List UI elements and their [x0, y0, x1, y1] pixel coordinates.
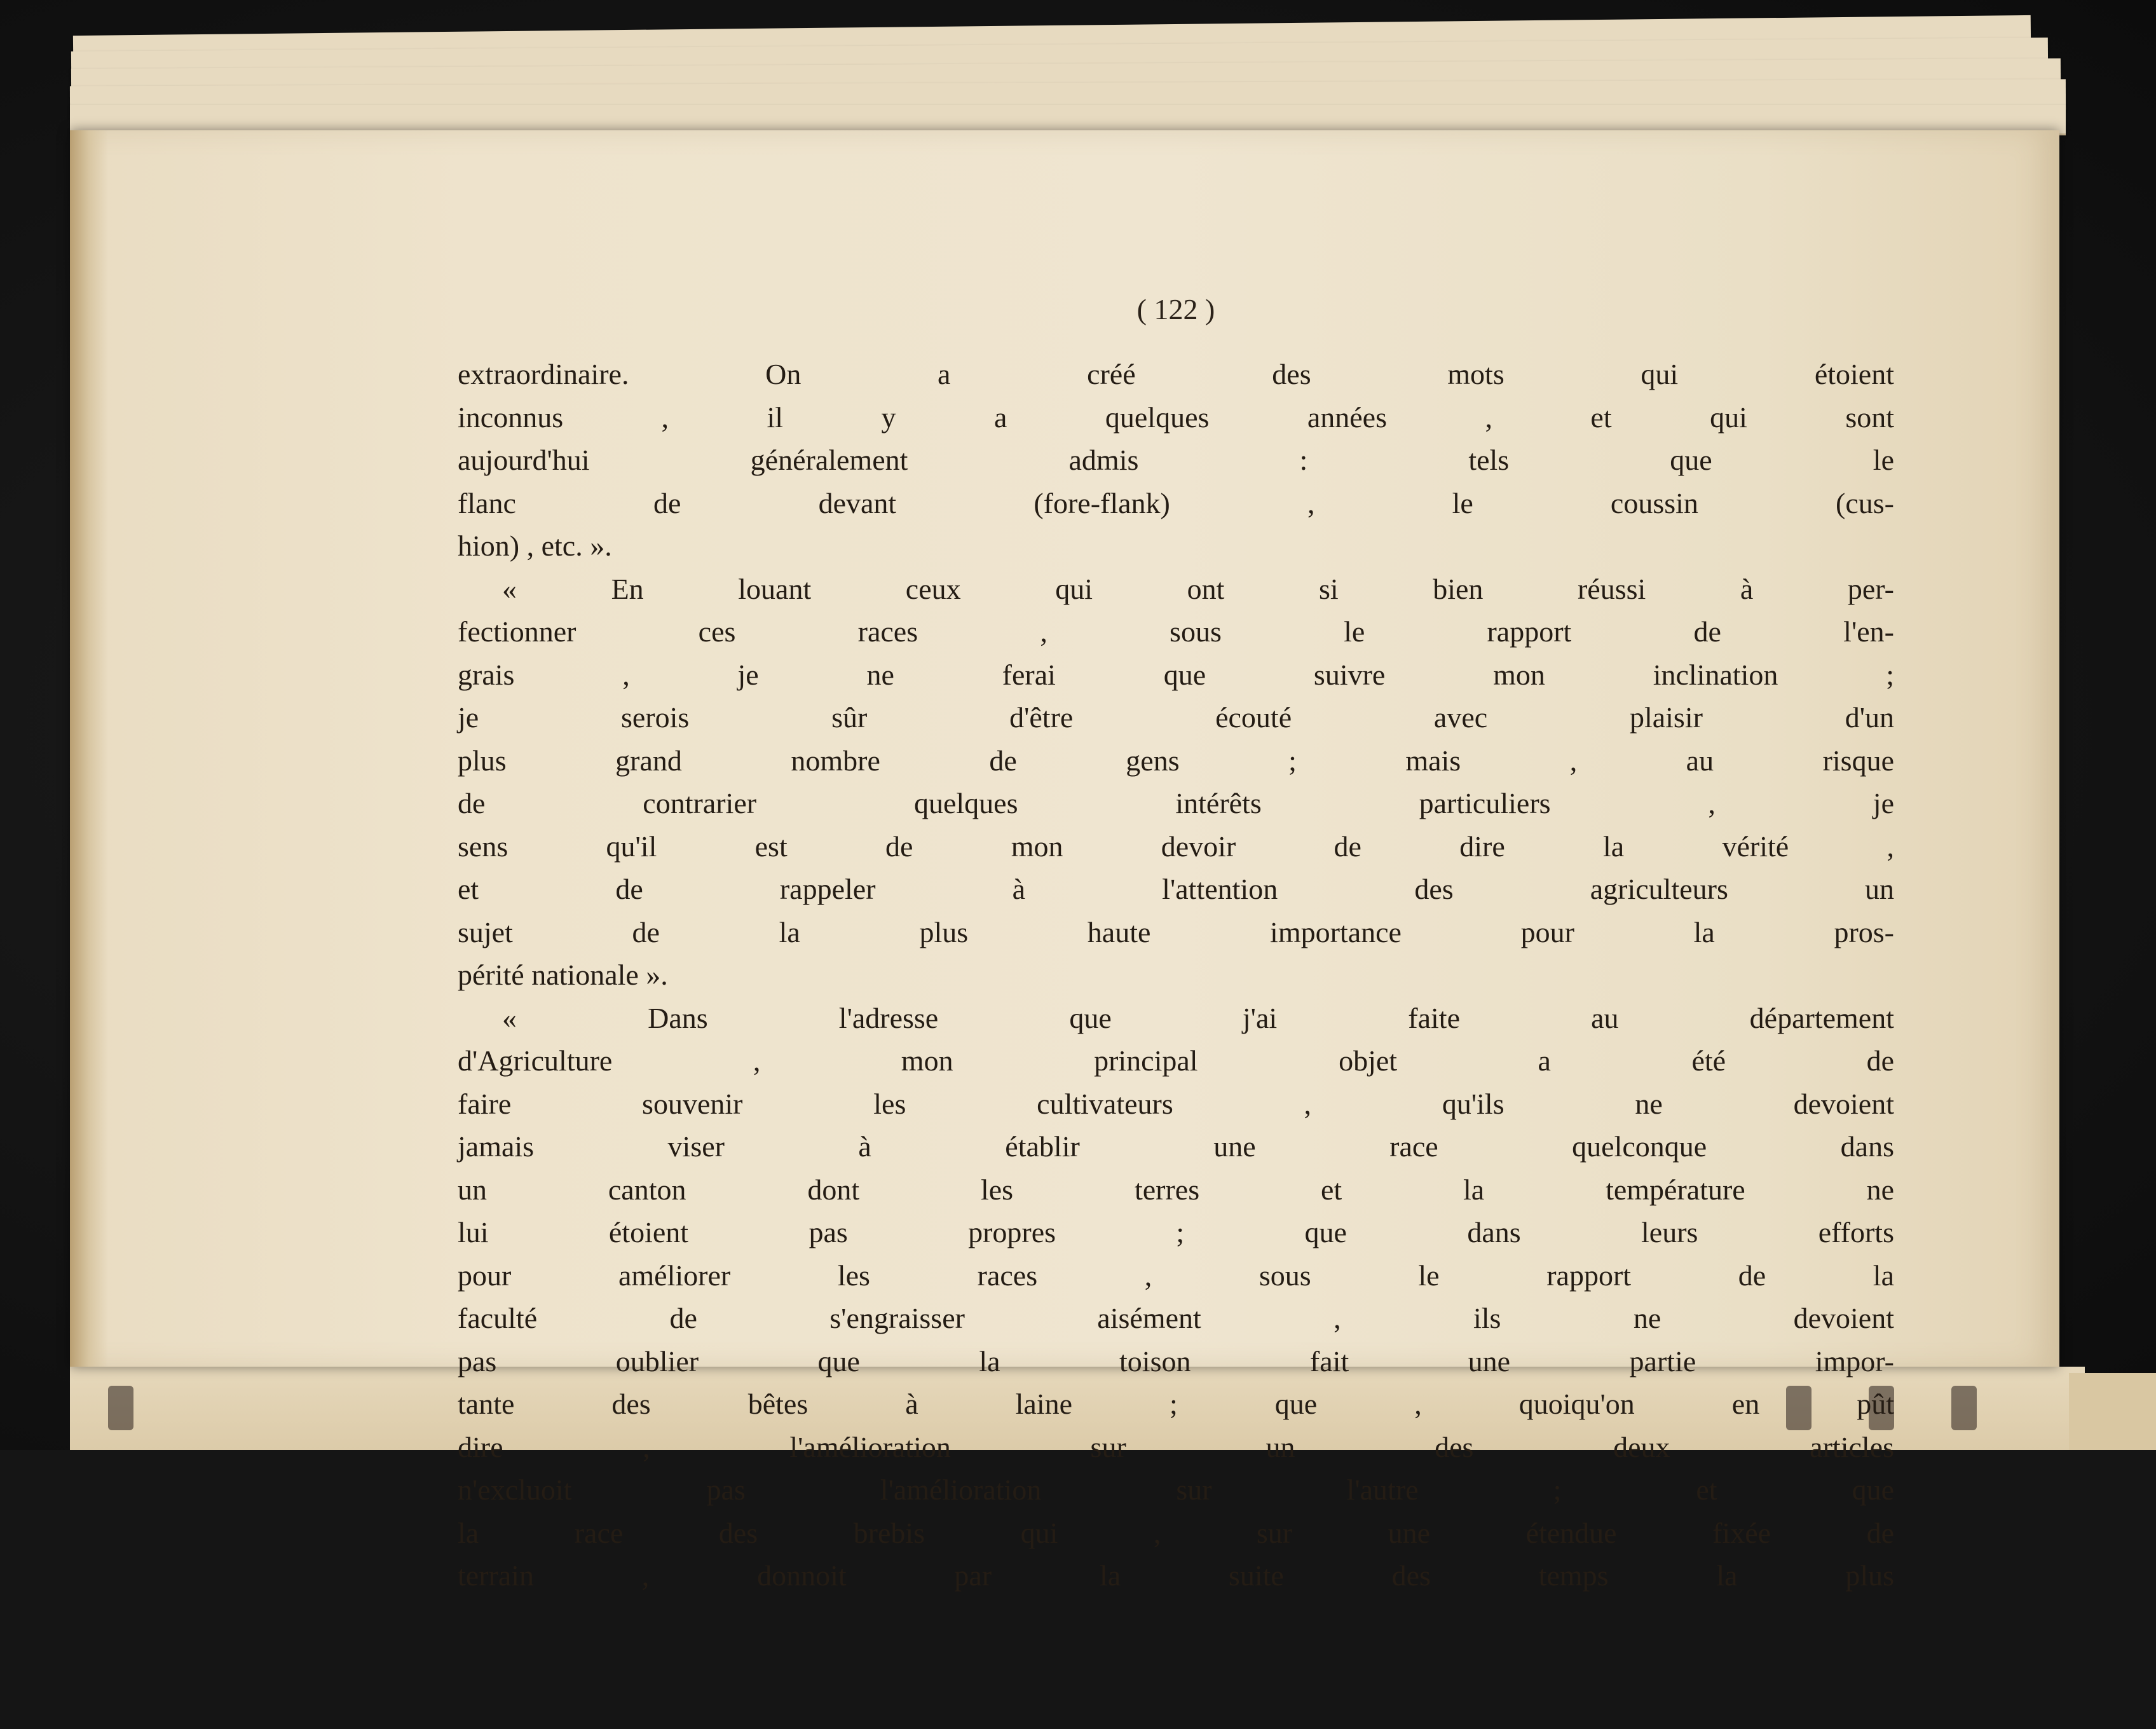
text-line: « Dans l'adresse que j'ai faite au département: [502, 1001, 1894, 1034]
text-line: hion) , etc. ».: [458, 530, 612, 562]
paragraph: [458, 353, 1894, 568]
text-line: flanc de devant (fore-flank) , le coussin (cus-: [458, 486, 1894, 519]
text-line: tante des bêtes à laine ; que , quoiqu'on en pût: [458, 1388, 1894, 1420]
text-line: aujourd'hui généralement admis : tels que le: [458, 444, 1894, 476]
paragraph: [458, 568, 1894, 997]
text-line: pour améliorer les races , sous le rapport de la: [458, 1259, 1894, 1292]
text-line: de contrarier quelques intérêts particuliers , je: [458, 787, 1894, 819]
text-line: lui étoient pas propres ; que dans leurs efforts: [458, 1216, 1894, 1248]
text-line: grais , je ne ferai que suivre mon inclination ;: [458, 658, 1894, 691]
text-line: « En louant ceux qui ont si bien réussi à per-: [502, 572, 1894, 605]
text-line: dire , l'amélioration sur un des deux articles: [458, 1430, 1894, 1463]
text-line: inconnus , il y a quelques années , et qui sont: [458, 400, 1894, 434]
text-line: un canton dont les terres et la température ne: [458, 1173, 1894, 1206]
text-line: sens qu'il est de mon devoir de dire la vérité ,: [458, 830, 1894, 863]
adjacent-page-text-mark: [1951, 1386, 1977, 1430]
paragraph: [458, 997, 1894, 1597]
page-body: [458, 353, 1894, 1597]
adjacent-page-corner: [2069, 1373, 2156, 1450]
text-line: sujet de la plus haute importance pour la pros-: [458, 915, 1894, 948]
text-line: plus grand nombre de gens ; mais , au risque: [458, 744, 1894, 777]
rotated-text-frame: [458, 293, 1894, 1592]
page-text-block: [458, 292, 1894, 1729]
text-line: faire souvenir les cultivateurs , qu'ils ne devoient: [458, 1087, 1894, 1120]
text-line: faculté de s'engraisser aisément , ils ne devoient: [458, 1302, 1894, 1334]
text-line: d'Agriculture , mon principal objet a été de: [458, 1044, 1894, 1077]
text-line: périté nationale ».: [458, 959, 668, 991]
text-line: la race des brebis qui , sur une étendue fixée de: [458, 1516, 1894, 1549]
text-line: fectionner ces races , sous le rapport de l'en-: [458, 615, 1894, 648]
text-line: extraordinaire. On a créé des mots qui étoient: [458, 358, 1894, 390]
adjacent-page-text-mark: [108, 1386, 133, 1430]
text-line: pas oublier que la toison fait une partie impor-: [458, 1344, 1894, 1377]
text-line: terrain , donnoit par la suite des temps la plus: [458, 1559, 1894, 1592]
text-line: jamais viser à établir une race quelconque dans: [458, 1130, 1894, 1163]
text-line: n'excluoit pas l'amélioration sur l'autre ; et que: [458, 1473, 1894, 1506]
page-gutter: [70, 130, 108, 1367]
page-number: ( 122 ): [1136, 293, 1215, 325]
text-line: je serois sûr d'être écouté avec plaisir d'un: [458, 701, 1894, 734]
text-line: et de rappeler à l'attention des agriculteurs un: [458, 873, 1894, 905]
